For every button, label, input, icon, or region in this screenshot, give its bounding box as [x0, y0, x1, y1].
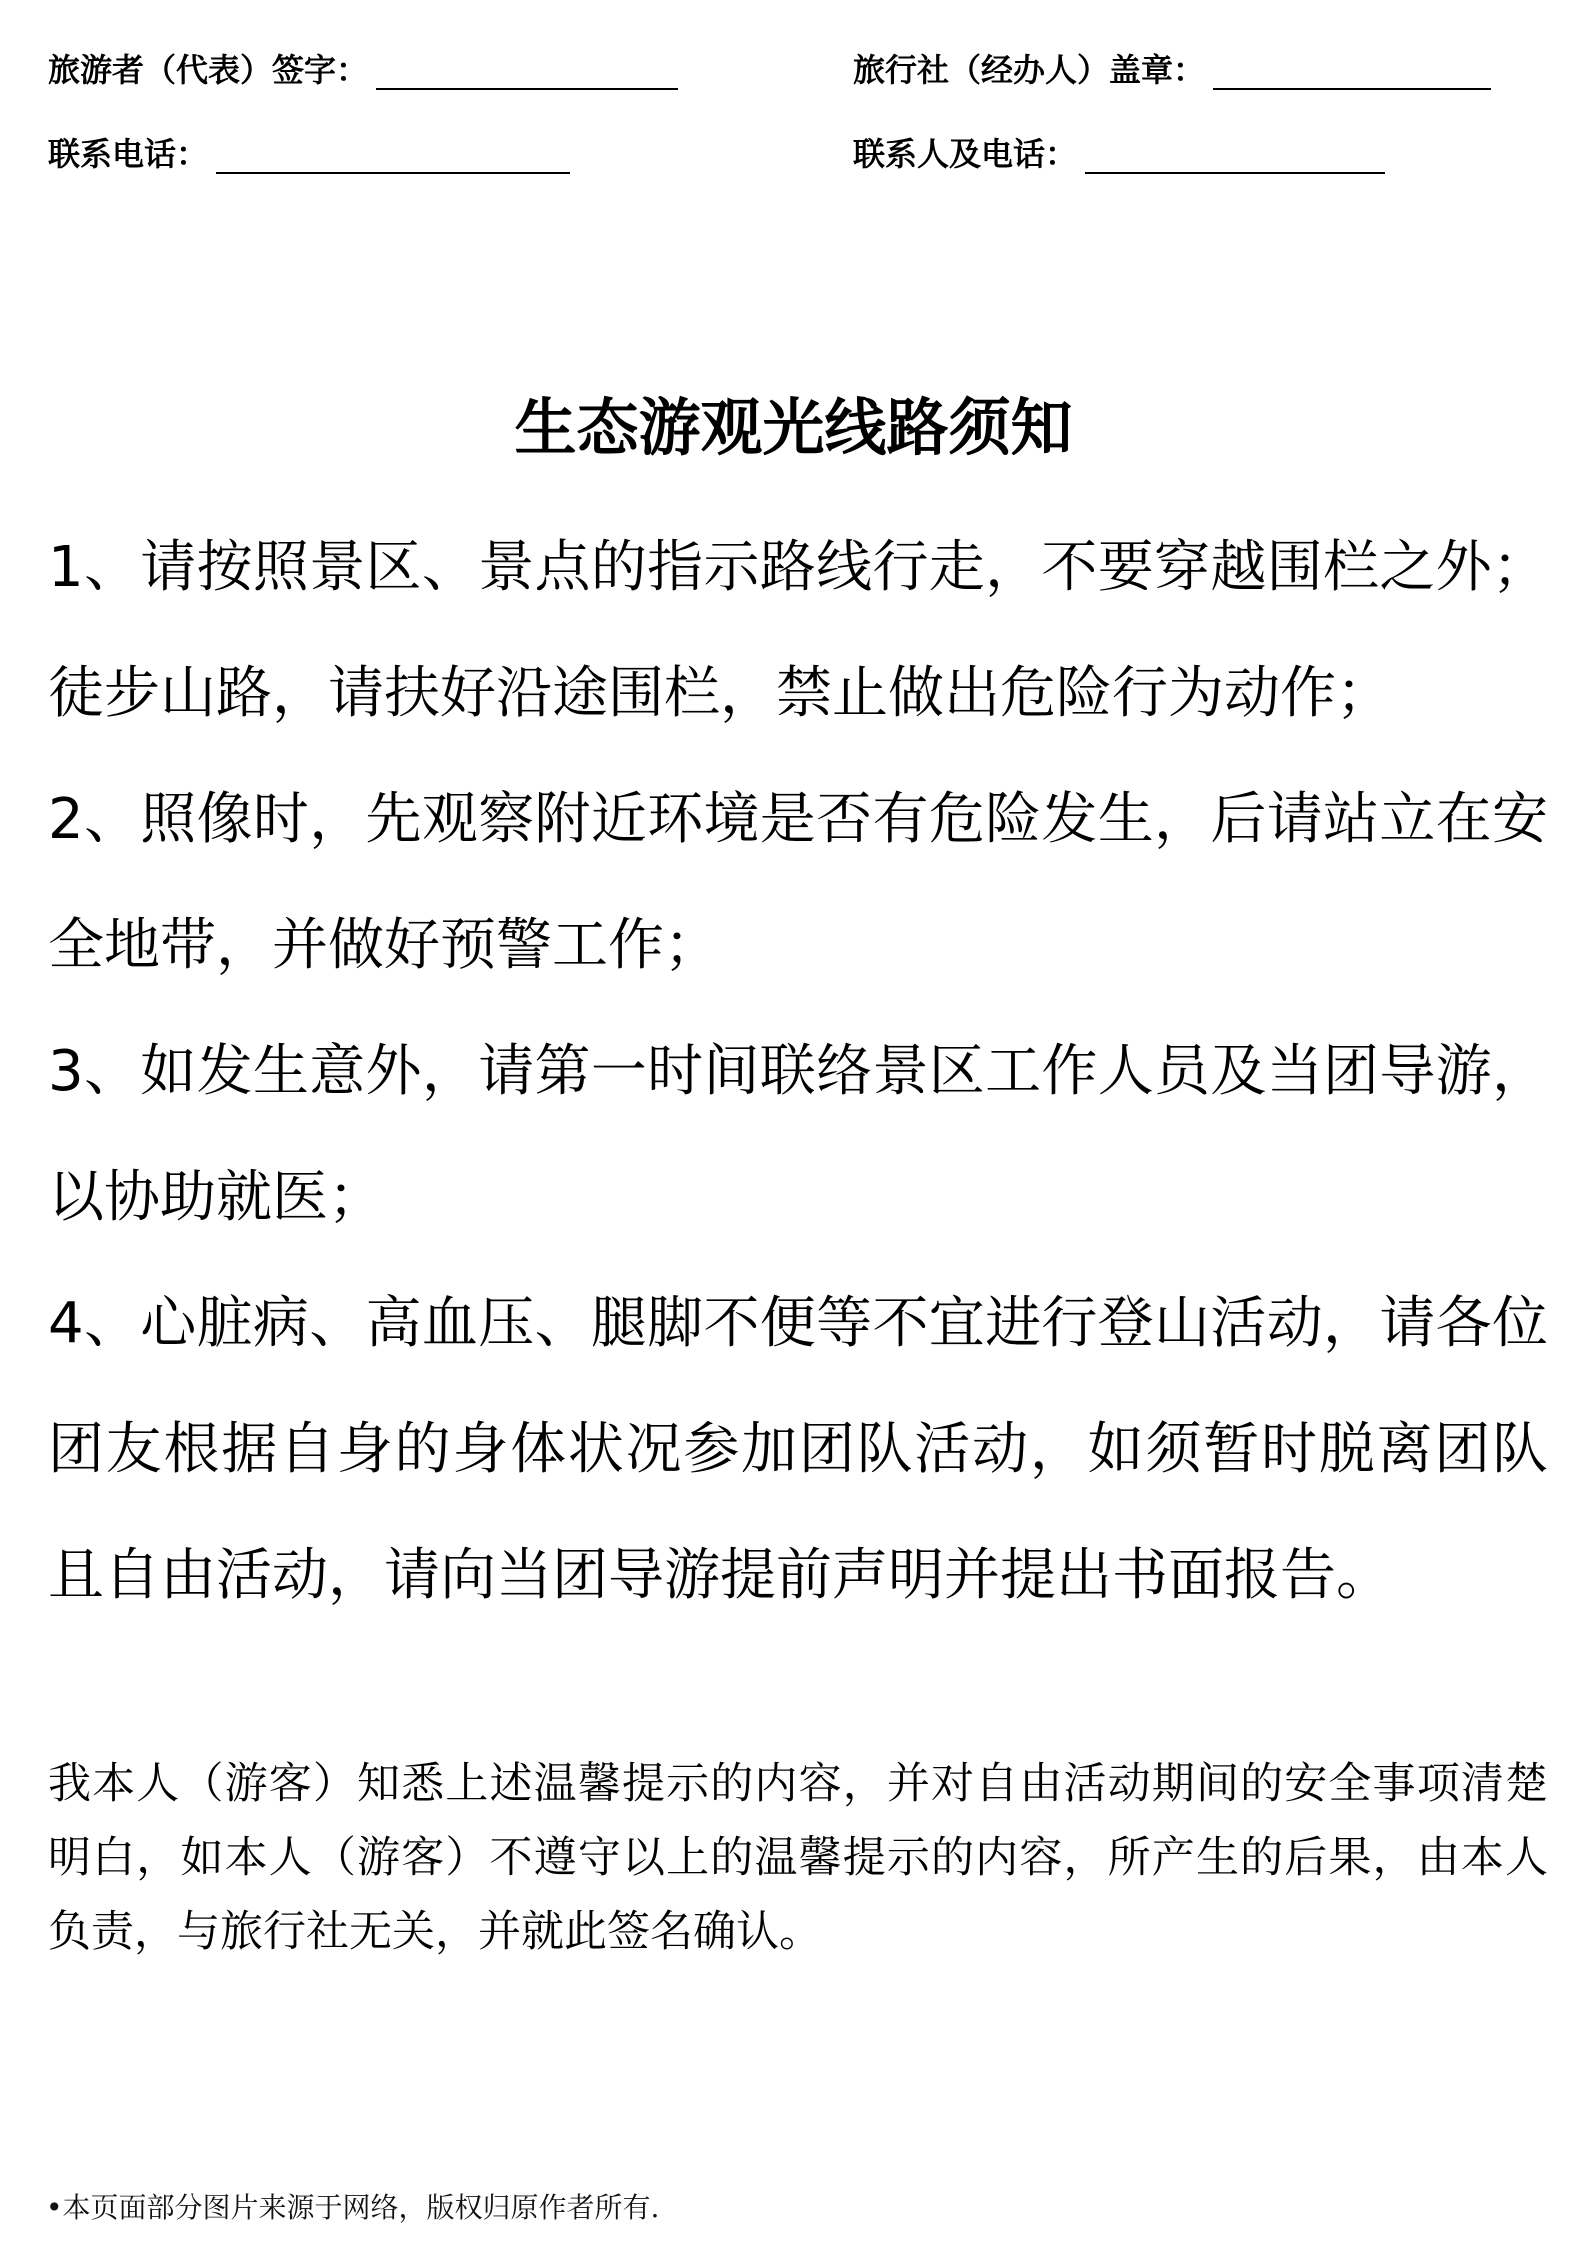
copyright-footnote: •本页面部分图片来源于网络，版权归原作者所有. [46, 2191, 660, 2224]
phone-label: 联系电话： [48, 135, 209, 173]
phone-line[interactable] [216, 138, 570, 174]
agency-stamp-field [853, 50, 1491, 90]
page-title: 生态游观光线路须知 [514, 391, 1073, 464]
traveler-signature-line[interactable] [376, 54, 678, 90]
rule-item-1: 1、请按照景区、景点的指示路线行走，不要穿越围栏之外；徒步山路，请扶好沿途围栏，禁止做出危险行为动作； [48, 535, 1548, 726]
rules-list [48, 505, 1548, 1639]
acknowledgement-statement: 我本人（游客）知悉上述温馨提示的内容，并对自由活动期间的安全事项清楚明白，如本人（游客）不遵守以上的温馨提示的内容，所产生的后果，由本人负责，与旅行社无关，并就此签名确认。 [48, 1759, 1548, 1957]
contact-field [853, 134, 1385, 174]
contact-line[interactable] [1085, 138, 1385, 174]
phone-field [48, 134, 570, 174]
contact-label: 联系人及电话： [853, 135, 1078, 173]
rule-item-4: 4、心脏病、高血压、腿脚不便等不宜进行登山活动，请各位团友根据自身的身体状况参加团队活动，如须暂时脱离团队且自由活动，请向当团导游提前声明并提出书面报告。 [48, 1291, 1548, 1608]
rule-item-2: 2、照像时，先观察附近环境是否有危险发生，后请站立在安全地带，并做好预警工作； [48, 787, 1548, 978]
rule-item-3: 3、如发生意外，请第一时间联络景区工作人员及当团导游，以协助就医； [48, 1039, 1548, 1230]
traveler-signature-label: 旅游者（代表）签字： [48, 51, 369, 89]
agency-stamp-label: 旅行社（经办人）盖章： [853, 51, 1206, 89]
agency-stamp-line[interactable] [1213, 54, 1491, 90]
traveler-signature-field [48, 50, 678, 90]
